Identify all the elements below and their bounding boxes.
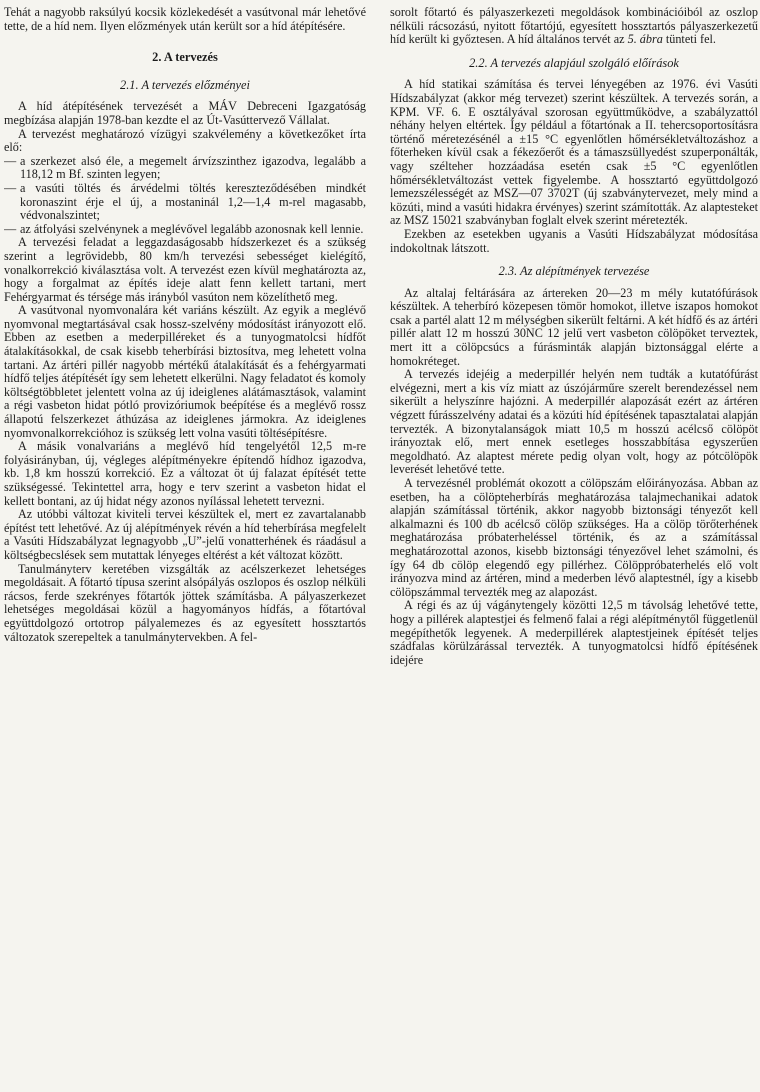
paragraph: A régi és az új vágánytengely közötti 12,5 m távolság lehetővé tette, hogy a pillérek alaptestjei és felmenő falai a régi alépítménytől függetlenül megépíthetők legyenek. A mederpillérek alaptestjeinek építését teljes szádfalas körülzárással tervezték. A tunyogmatolcsi hídfő építésének idejére	[390, 598, 758, 667]
dash-bullet: —	[4, 180, 17, 195]
paragraph: Az utóbbi változat kiviteli tervei készültek el, mert ez zavartalanabb építést tett lehetővé. Az új alépítmények révén a híd teherbírása megfelelt a Vasúti Hídszabályzat legnagyobb „U”-jelű vonatterhének és ráadásul a költségbecslések sem mutattak lényeges eltérést a két változat között.	[4, 507, 366, 562]
paragraph: A másik vonalvariáns a meglévő híd tengelyétől 12,5 m-re folyásirányban, új, végleges alépítményekre építendő hídhoz igazodva, kb. 1,8 km hosszú korrekció. Ez a változat öt új falazat építését tette szükségessé. Tekintettel arra, hogy e terv szerint a vasbeton hidat el kellett bontani, az új hidat négy azonos nyílással lehetett tervezni.	[4, 439, 366, 508]
list-item-text: az átfolyási szelvénynek a meglévővel legalább azonosnak kell lennie.	[20, 221, 364, 236]
continued-paragraph	[390, 6, 758, 47]
paragraph: Az altalaj feltárására az ártereken 20—23 m mély kutatófúrások készültek. A teherbíró közepesen tömör homokot, illetve iszapos homokot csak a partél alatt 12 m mélységben sikerült feltárni. A két hídfő és az ártéri pillér alatt 12 m hosszú 30NC 12 jelű vert vasbeton cölöpöket terveztek, mert itt a cölöpcsúcs a fúrásminták alapján biztonsággal elérte a homokréteget.	[390, 285, 758, 368]
paragraph: A híd átépítésének tervezését a MÁV Debreceni Igazgatóság megbízása alapján 1978-ban kezdte el az Út-Vasúttervező Vállalat.	[4, 99, 366, 127]
continued-text-tail: tünteti fel.	[665, 32, 716, 47]
subsection-title-2-2: 2.2. A tervezés alapjául szolgáló előírások	[469, 55, 679, 70]
dash-bullet: —	[4, 221, 17, 236]
list-item	[4, 182, 366, 223]
paragraph: A tervezési feladat a leggazdaságosabb hídszerkezet és a szükség szerint a legrövidebb, 80 km/h tervezési sebességet kielégítő, vonalkorrekció kiválasztása volt. A tervezést ezen kívül meghatározta az, hogy a forgalmat az építés ideje alatt fenn kellett tartani, mert Fehérgyarmat és térsége más irányból vasúton nem közelíthető meg.	[4, 235, 366, 304]
subsection-title-2-1: 2.1. A tervezés előzményei	[120, 77, 250, 92]
paragraph: A tervezés idejéig a mederpillér helyén nem tudták a kutatófúrást elvégezni, mert a kis víz miatt az úszójárműre szerelt berendezéssel nem sikerült a helyszínre hajózni. A mederpillér alapozását ezért az ártéren végzett fúrásszelvény adatai és a közúti híd építésének tapasztalatai alapján tervezték. A bizonytalanságok miatt 10,5 m hosszú acélcső cölöpöt irányoztak elő, mert ennek esetleges hosszabbítása egyszerűen megoldható. Az alaptest mérete pedig olyan volt, hogy az pótcölöpök leverését lehetővé tette.	[390, 367, 758, 477]
list-item	[4, 223, 366, 237]
figure-reference: 5. ábra	[627, 32, 663, 47]
section-title: 2. A tervezés	[152, 50, 218, 65]
intro-paragraph: Tehát a nagyobb raksúlyú kocsik közlekedését a vasútvonal már lehetővé tette, de a híd nem. Ilyen előzmények után került sor a híd átépítésére.	[4, 6, 366, 33]
paragraph: Tanulmányterv keretében vizsgálták az acélszerkezet lehetséges megoldásait. A főtartó típusa szerint alsópályás oszlopos és oszlop nélküli rácsos, ferde szekrényes főtartók jöttek számításba. A pályaszerkezet lehetséges megoldásai közül a hagyományos hídfás, a főtartóval együttdolgozó ortotrop pályalemezes és az egyesített hossztartós változatok szerepeltek a tanulmánytervekben. A fel-	[4, 561, 366, 644]
list-item-text: a szerkezet alsó éle, a megemelt árvízszinthez igazodva, legalább a 118,12 m Bf. szinten legyen;	[20, 153, 366, 182]
left-column	[4, 6, 366, 1092]
list-item-text: a vasúti töltés és árvédelmi töltés kereszteződésében mindkét koronaszint érje el új, a mostaninál 1,2—1,4 m-rel magasabb, védvonalszintet;	[20, 180, 366, 223]
continued-text: sorolt főtartó és pályaszerkezeti megoldások kombinációiból az oszlop nélküli rácsozású, nyitott főtartójú, egyesített hossztartós pályaszerkezetű híd került ki győztesen. A híd általános tervét az	[390, 6, 758, 47]
paragraph: A vasútvonal nyomvonalára két variáns készült. Az egyik a meglévő nyomvonal megtartásával csak hossz-szelvény módosítást irányozott elő. Ebben az esetben a mederpilléreket és a tunyogmatolcsi hídfőt átalakításokkal, de csak kisebb teherbírási biztosítva, meg lehetett volna tartani. Az ártéri pillér nagyobb mértékű átalakítását és a fehérgyarmati hídfő teljes átépítését így sem lehetett elkerülni. Nagy feladatot és komoly költségtöbbletet jelentett volna az új ideiglenes alátámasztások, valamint a régi vasbeton hidat pótló provizóriumok beépítése és a meglévő rossz állapotú felszerkezet áthúzása az ideiglenes jármokra. Az ideiglenes nyomvonalkorrekcióhoz is szükség lett volna vasúti töltésépítésre.	[4, 303, 366, 440]
dash-bullet: —	[4, 153, 17, 168]
paragraph: A híd statikai számítása és tervei lényegében az 1976. évi Vasúti Hídszabályzat (akkor még tervezet) szerint készültek. A tervezés során, a KPM. VF. 6. E osztályával szorosan együttműködve, a szabályzattól néhány helyen eltértek. Így például a főtartónak a II. tehercsoportosításra történő méretezésénél a ±15 °C egyenlőtlen hőmérsékletváltozáshoz a főterheken kívül csak a fékezőerőt és a támaszsüllyedést szuperponálták, vagy szélteher hozzáadása esetén csak ±5 °C egyenlőtlen hőmérsékletváltozást vettek figyelembe. A hossztartó együttdolgozó lemezszélességét az MSZ—07 3702T (új szabványtervezet, mely mind a közúti, mind a vasúti hidakra érvényes) szerint számították. Az alaptesteket az MSZ 15021 szabványban foglalt elvek szerint méretezték.	[390, 77, 758, 228]
right-column	[390, 6, 758, 1092]
paragraph: A tervezést meghatározó vízügyi szakvélemény a következőket írta elő:	[4, 126, 366, 155]
paragraph: A tervezésnél problémát okozott a cölöpszám előirányozása. Abban az esetben, ha a cölöpteherbírás meghatározása talajmechanikai adatok alapján számítással történik, akkor nagyobb biztonsági tényezőt kell alkalmazni és 100 db acélcső cölöp szükséges. Ha a cölöp törőterhének meghatározása próbaterheléssel történik, és az a számítással meghatározottal azonos, kisebb biztonsági tényezővel lehet számolni, és így 64 db cölöp elegendő egy pillérhez. Cölöppróbaterhelés elő volt irányozva mind az ártéren, mind a mederben lévő alaptestnél, így a kisebb cölöpszámmal tervezték meg az alapozást.	[390, 476, 758, 599]
subsection-title-2-3: 2.3. Az alépítmények tervezése	[498, 264, 650, 279]
paragraph: Ezekben az esetekben ugyanis a Vasúti Hídszabályzat módosítása indokoltnak látszott.	[390, 226, 758, 255]
list-item	[4, 155, 366, 182]
